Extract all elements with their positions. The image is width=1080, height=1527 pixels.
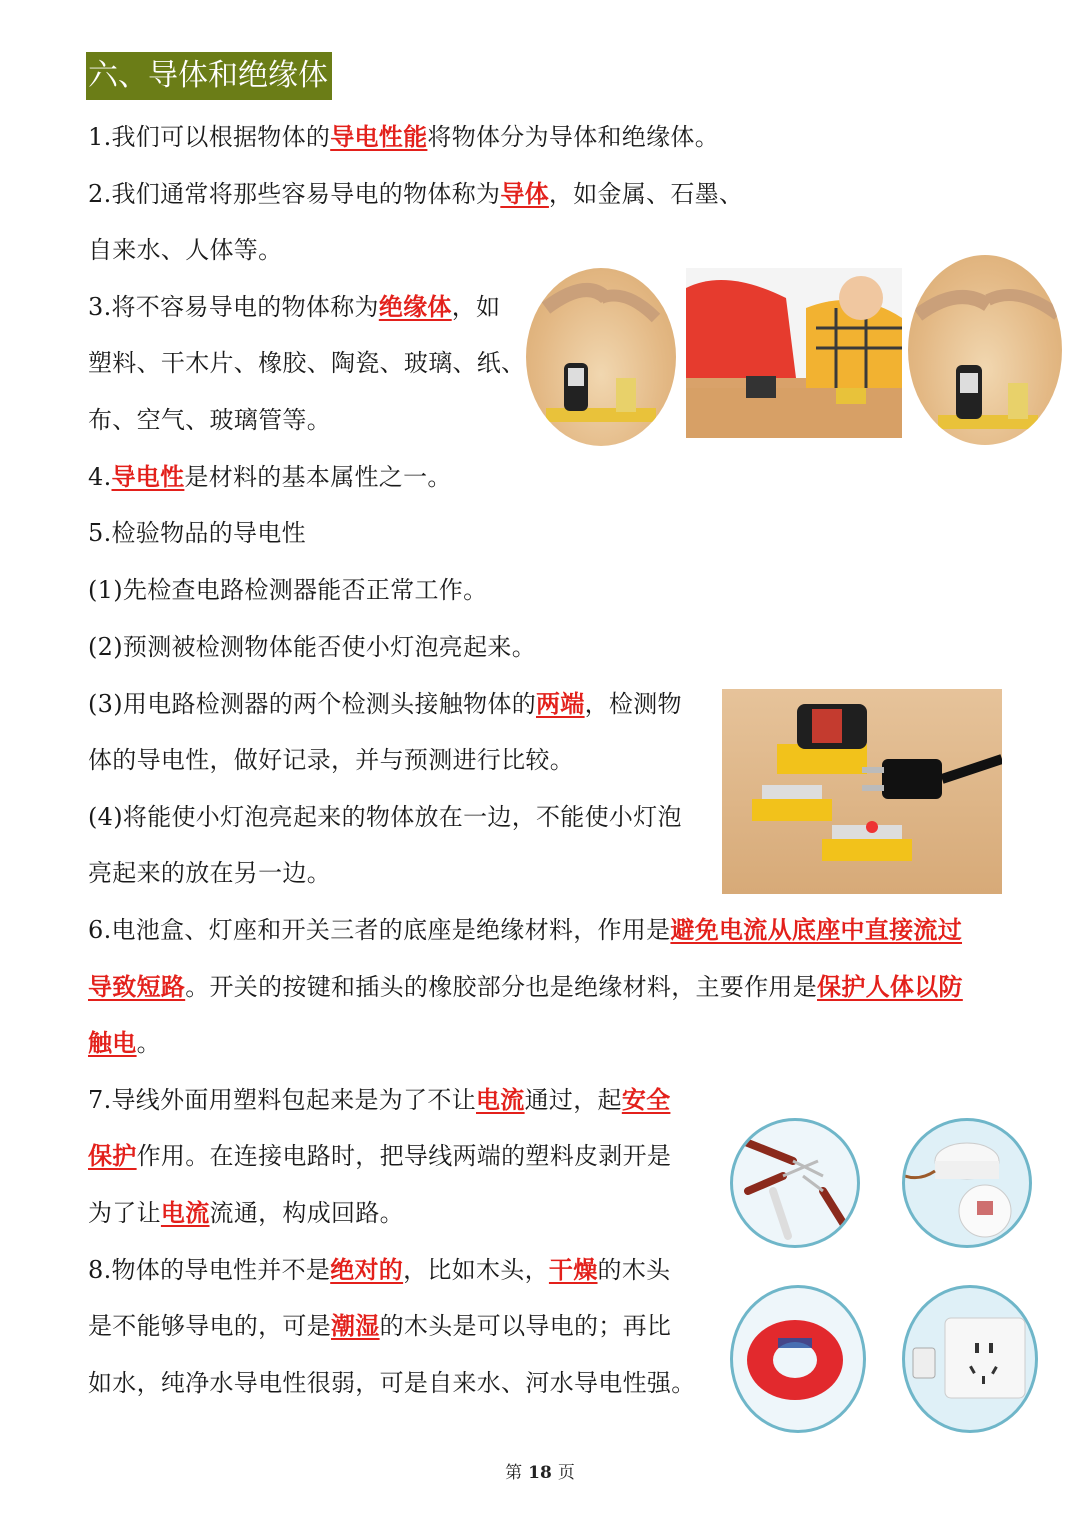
item-5-4-cont: 亮起来的放在另一边。 <box>88 859 331 887</box>
text: 8.物体的导电性并不是 <box>88 1256 331 1284</box>
item-3-cont2: 布、空气、玻璃管等。 <box>88 406 331 434</box>
battery-holder-plug-photo <box>722 689 1002 894</box>
item-7 <box>88 1085 670 1115</box>
item-1 <box>88 122 719 152</box>
children-experiment-photo <box>686 268 902 438</box>
item-3 <box>88 292 500 322</box>
text: (3)用电路检测器的两个检测头接触物体的 <box>88 690 536 718</box>
text: 7.导线外面用塑料包起来是为了不让 <box>88 1086 476 1114</box>
item-6-cont2 <box>88 1028 161 1058</box>
text: 为了让 <box>88 1199 161 1227</box>
item-5-3-cont: 体的导电性，做好记录，并与预测进行比较。 <box>88 746 574 774</box>
item-6-cont <box>88 972 963 1002</box>
keyword: 安全 <box>621 1086 671 1114</box>
text: 的木头 <box>597 1256 671 1284</box>
text: 3.将不容易导电的物体称为 <box>88 293 379 321</box>
keyword: 干燥 <box>548 1256 598 1284</box>
item-8-cont2: 如水，纯净水导电性很弱，可是自来水、河水导电性强。 <box>88 1369 696 1397</box>
screwdrivers-photo <box>730 1118 860 1248</box>
item-8 <box>88 1255 670 1285</box>
item-5-1: (1)先检查电路检测器能否正常工作。 <box>88 576 488 604</box>
insulating-tape-photo <box>730 1285 866 1433</box>
keyword: 绝缘体 <box>378 293 452 321</box>
item-7-cont <box>88 1141 671 1171</box>
circuit-tester-photo <box>526 268 676 446</box>
text: 是材料的基本属性之一。 <box>184 463 452 491</box>
text: 18 <box>528 1463 552 1483</box>
keyword: 避免电流从底座中直接流过 <box>670 916 963 944</box>
text: 6.电池盒、灯座和开关三者的底座是绝缘材料，作用是 <box>88 916 671 944</box>
text: 2.我们通常将那些容易导电的物体称为 <box>88 180 501 208</box>
text: 。 <box>136 1029 161 1057</box>
text: 第 <box>505 1463 523 1483</box>
item-5-4: (4)将能使小灯泡亮起来的物体放在一边，不能使小灯泡 <box>88 803 682 831</box>
text: ，如金属、石墨、 <box>548 180 744 208</box>
text: 将物体分为导体和绝缘体。 <box>427 123 720 151</box>
keyword: 导电性能 <box>330 123 428 151</box>
page-number <box>0 1458 1080 1483</box>
keyword: 保护人体以防 <box>817 973 963 1001</box>
bulb-holder-photo <box>902 1118 1032 1248</box>
section-title: 六、导体和绝缘体 <box>86 52 332 100</box>
text: 是不能够导电的，可是 <box>88 1312 331 1340</box>
keyword: 导致短路 <box>88 973 186 1001</box>
text: 页 <box>557 1463 575 1483</box>
keyword: 电流 <box>476 1086 525 1114</box>
keyword: 触电 <box>88 1029 137 1057</box>
text: 4. <box>88 463 112 491</box>
item-5-3 <box>88 689 682 719</box>
item-6 <box>88 915 962 945</box>
keyword: 两端 <box>536 690 585 718</box>
text: 作用。在连接电路时，把导线两端的塑料皮剥开是 <box>136 1142 672 1170</box>
text: 流通，构成回路。 <box>209 1199 404 1227</box>
keyword: 电流 <box>160 1199 210 1227</box>
circuit-tester-photo-2 <box>908 255 1062 445</box>
keyword: 潮湿 <box>331 1312 380 1340</box>
keyword: 导体 <box>500 180 549 208</box>
keyword: 保护 <box>88 1142 137 1170</box>
text: 的木头是可以导电的；再比 <box>379 1312 672 1340</box>
item-8-cont <box>88 1311 671 1341</box>
item-2-cont: 自来水、人体等。 <box>88 236 283 264</box>
text: ，检测物 <box>584 690 682 718</box>
text: 1.我们可以根据物体的 <box>88 123 331 151</box>
item-5-2: (2)预测被检测物体能否使小灯泡亮起来。 <box>88 633 536 661</box>
text: ，比如木头， <box>403 1256 549 1284</box>
item-5: 5.检验物品的导电性 <box>88 519 306 547</box>
item-7-cont2 <box>88 1198 404 1228</box>
keyword: 导电性 <box>111 463 185 491</box>
text: 通过，起 <box>524 1086 622 1114</box>
item-3-cont: 塑料、干木片、橡胶、陶瓷、玻璃、纸、 <box>88 349 526 377</box>
text: 。开关的按键和插头的橡胶部分也是绝缘材料，主要作用是 <box>185 973 818 1001</box>
wall-socket-photo <box>902 1285 1038 1433</box>
text: ，如 <box>451 293 501 321</box>
keyword: 绝对的 <box>330 1256 404 1284</box>
item-2 <box>88 179 743 209</box>
item-4 <box>88 462 452 492</box>
